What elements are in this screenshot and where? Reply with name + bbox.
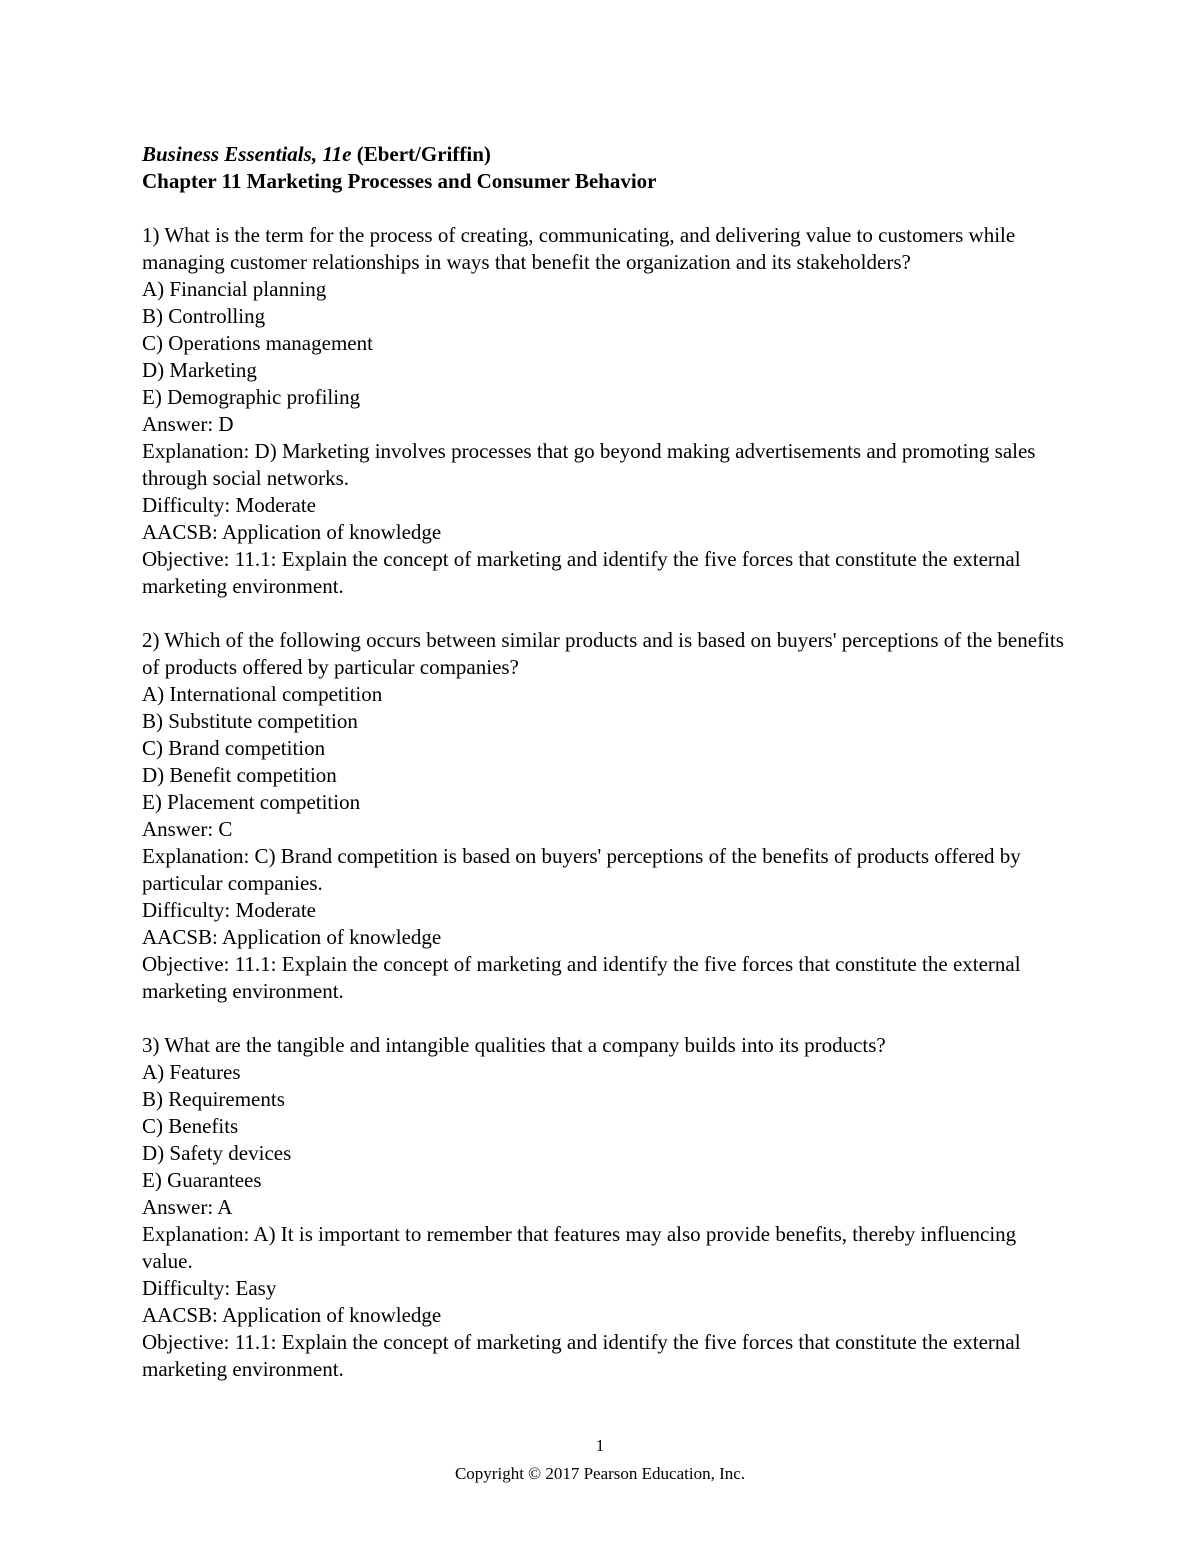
question-2 xyxy=(142,627,1072,1005)
objective: Objective: 11.1: Explain the concept of marketing and identify the five forces that constitute the external marketing environment. xyxy=(142,1330,1021,1381)
difficulty: Difficulty: Easy xyxy=(142,1276,277,1300)
explanation: Explanation: C) Brand competition is based on buyers' perceptions of the benefits of products offered by particular companies. xyxy=(142,844,1021,895)
question-stem: 2) Which of the following occurs between similar products and is based on buyers' perceptions of the benefits of products offered by particular companies? xyxy=(142,628,1064,679)
option-e: E) Placement competition xyxy=(142,790,361,814)
option-a: A) Financial planning xyxy=(142,277,327,301)
option-b: B) Controlling xyxy=(142,304,266,328)
aacsb: AACSB: Application of knowledge xyxy=(142,1303,442,1327)
spacer xyxy=(142,1005,1072,1032)
objective: Objective: 11.1: Explain the concept of marketing and identify the five forces that constitute the external marketing environment. xyxy=(142,547,1021,598)
answer: Answer: C xyxy=(142,817,233,841)
option-b: B) Substitute competition xyxy=(142,709,358,733)
book-title-line xyxy=(142,141,1072,168)
answer: Answer: A xyxy=(142,1195,233,1219)
objective: Objective: 11.1: Explain the concept of marketing and identify the five forces that constitute the external marketing environment. xyxy=(142,952,1021,1003)
page-number: 1 xyxy=(595,1436,605,1455)
option-c: C) Brand competition xyxy=(142,736,326,760)
book-title: Business Essentials, 11e xyxy=(142,142,352,166)
option-a: A) International competition xyxy=(142,682,383,706)
question-1 xyxy=(142,222,1072,600)
option-e: E) Demographic profiling xyxy=(142,385,361,409)
option-d: D) Safety devices xyxy=(142,1141,292,1165)
option-d: D) Marketing xyxy=(142,358,257,382)
question-stem: 3) What are the tangible and intangible qualities that a company builds into its products? xyxy=(142,1033,886,1057)
difficulty: Difficulty: Moderate xyxy=(142,493,316,517)
question-stem: 1) What is the term for the process of creating, communicating, and delivering value to customers while managing customer relationships in ways that benefit the organization and its stakeholders? xyxy=(142,223,1016,274)
option-e: E) Guarantees xyxy=(142,1168,262,1192)
option-a: A) Features xyxy=(142,1060,241,1084)
answer: Answer: D xyxy=(142,412,234,436)
aacsb: AACSB: Application of knowledge xyxy=(142,925,442,949)
aacsb: AACSB: Application of knowledge xyxy=(142,520,442,544)
option-d: D) Benefit competition xyxy=(142,763,337,787)
option-c: C) Benefits xyxy=(142,1114,239,1138)
option-c: C) Operations management xyxy=(142,331,373,355)
copyright-notice: Copyright © 2017 Pearson Education, Inc. xyxy=(454,1464,746,1483)
spacer xyxy=(142,195,1072,222)
spacer xyxy=(142,600,1072,627)
explanation: Explanation: A) It is important to remember that features may also provide benefits, thereby influencing value. xyxy=(142,1222,1017,1273)
book-authors: (Ebert/Griffin) xyxy=(351,142,491,166)
difficulty: Difficulty: Moderate xyxy=(142,898,316,922)
explanation: Explanation: D) Marketing involves processes that go beyond making advertisements and promoting sales through social networks. xyxy=(142,439,1036,490)
option-b: B) Requirements xyxy=(142,1087,285,1111)
page-content xyxy=(142,141,1072,1383)
question-3 xyxy=(142,1032,1072,1383)
chapter-title: Chapter 11 Marketing Processes and Consumer Behavior xyxy=(142,169,657,193)
